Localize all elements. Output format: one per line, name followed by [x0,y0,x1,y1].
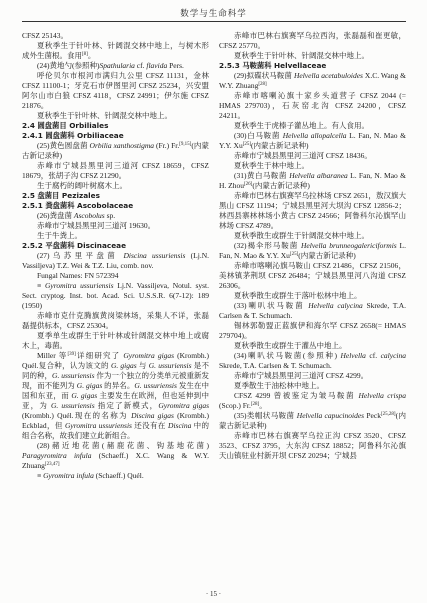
taxon-name: Gyromitra gigas [158,401,209,410]
text-run: 生于牛粪上。 [37,231,82,240]
taxon-name: Orbilia xanthostigma [89,141,155,150]
text-run: (34)喇叭状马鞍菌(参照种) [234,351,341,360]
left-column [22,31,209,587]
paragraph [22,271,209,281]
text-run: 。 [87,51,96,60]
text-run: 夏秋季生于针叶林、针阔混交林中地上。 [234,51,369,60]
paragraph [22,71,209,111]
text-run: 赤峰市宁城县黑里河三道河 CFSZ 18659，CFSZ 18679，张胡子沟 CFSZ 21290。 [22,161,209,180]
text-run: (内蒙古新记录种) [252,181,310,190]
right-column [219,31,406,587]
paragraph [219,391,406,411]
paragraph [219,231,406,241]
section-heading [22,241,209,251]
paragraph [219,171,406,191]
citation: [23,47] [44,462,60,467]
taxon-name: G. ussuriensis [51,401,95,410]
text-run: 。 [259,401,267,410]
citation: [26] [244,182,253,187]
text-run: 的异名。 [102,381,135,390]
text-run: cf. [365,351,381,360]
taxon-name: Helvella calycina [308,301,363,310]
taxon-name: Helvella crispa [358,391,406,400]
text-run: Skrede, T.A. Carlsen & T. Schumach. [219,361,332,370]
text-run: L. Fan, N. Mao & Y.Y. Xu [219,131,406,150]
paragraph [219,161,406,171]
text-run: (35)类帽状马鞍菌 [234,411,297,420]
text-run: (Krombh.) Quél.现在的名称为 [22,411,132,420]
text-run: 夏秋季生于林中地上。 [234,161,309,170]
section-heading [22,121,209,131]
citation: [39] [67,352,76,357]
taxon-name: calycina [380,351,406,360]
citation: [28] [250,402,260,407]
text-run: 夏秋季散生或群生于落叶松林中地上。 [234,291,362,300]
paragraph [22,281,209,311]
text-run: 作为一个独立的分类单元被重新发现，而不能列为 [22,371,209,390]
text-run: (Schaeff.) X.C. Wang & W.Y. Zhuang [22,451,209,470]
text-run: X.C. Wang & W.Y. Zhuang [219,71,406,90]
paragraph [219,381,406,391]
taxon-name: Spathularia [99,61,135,70]
paragraph [22,231,209,241]
text-run: Peck [364,411,381,420]
text-run: 赤峰市宁城县黑里河三道河 CFSZ 4299。 [234,371,369,380]
text-run: ≡ [37,281,45,290]
paragraph [22,61,209,71]
paragraph [22,471,209,481]
text-run: (Fr.) Fr. [154,141,180,150]
taxon-name: Gyromitra gigas [123,351,175,360]
text-run: 赤峰市宁城县黑里河三道河 CFSZ 18436。 [234,151,372,160]
text-run: 赤峰市巴林右旗赛罕乌拉林场 CFSZ 2651，敖汉旗大黑山 CFSZ 11194；宁城县黑里河大坝沟 CFSZ 12856-2；林西县寨林林场小黄古 CFSZ 24566；阿鲁科尔沁旗罕山林场 CFSZ 4789。 [219,191,406,230]
section-heading [22,131,209,141]
text-run: L. Fan, N. Mao & H. Zhou [219,171,406,190]
page-number: · 15 · [205,590,222,598]
text-run: 赤峰市巴林右旗赛罕乌拉西沟，张磊磊和崔更敏，CFSZ 25770。 [219,31,406,50]
text-run: 主要发生在欧洲，但也延伸到中亚，为 [22,391,209,410]
text-run: (Lj.N. Vassiljeva) T.Z. Wei & T.Z. Liu, comb. nov. [22,251,209,270]
text-run: 2.5 盘菌目 Pezizales [22,191,100,200]
text-run: 夏秋季散生或群生于灌丛中地上。 [234,341,347,350]
text-run: (29)拟碟状马鞍菌 [234,71,294,80]
paragraph [219,91,406,121]
running-header: 数学与生命科学 [180,9,247,19]
paragraph [219,131,406,151]
text-run: 赤峰市宁城县黑里河三道河 19630。 [37,221,156,230]
text-run: 2.4 圆盘菌目 Orbiliales [22,121,109,130]
taxon-name: G. gigas [110,361,137,370]
paragraph [22,181,209,191]
text-run: 锡林郭勒盟正蓝旗伊和海尔罕 CFSZ 2658(= HMAS 279704)。 [219,321,406,340]
text-run: (Krombh.) Quél.复合种，认为该文的 [22,351,209,370]
text-run: (Scop.) Fr. [219,401,251,410]
text-run: (内蒙古新记录种) [219,411,406,430]
paragraph [22,331,209,351]
paragraph [219,341,406,351]
text-run: (内蒙古新记录种) [298,251,356,260]
text-run: cf. [134,61,147,70]
text-run: (28)赭近地花菌(赭鹿花菌、钩基地花菌) [37,441,209,450]
citation: [25] [289,252,299,257]
text-run: 夏秋季生于虎榛子灌丛地上。有人食用。 [234,121,369,130]
text-run: Miller 等 [37,351,68,360]
paragraph [22,351,209,441]
text-run: (25)黄色圆盘菌 [37,141,90,150]
text-run: 夏季单生或群生于针叶林或针阔混交林中地上或腐木上，毒菌。 [22,331,209,350]
text-run: (33)喇叭状马鞍菌 [234,301,309,310]
paragraph [22,211,209,221]
paragraph [22,251,209,271]
text-run: (Schaeff.) Quél. [93,471,144,480]
text-run: 赤峰市喀喇沁旗马鞍山 CFSZ 21486，CFSZ 21506，美林镇茅荆坝 CFSZ 26484；宁城县黑里河八沟道 CFSZ 26306。 [219,261,406,290]
text-run: (24)黄地勺(参照种) [37,61,100,70]
text-run: 还没有在 [131,421,169,430]
taxon-name: Helvella [340,351,366,360]
taxon-name: Helvella albaranea [289,171,348,180]
paragraph [219,291,406,301]
text-run: Fungal Names: FN 572394 [37,271,119,280]
text-run: 详细研究了 [75,351,124,360]
text-run: CFSZ 4299 曾被鉴定为皱马鞍菌 [234,391,359,400]
text-run: (内蒙古新记录种) [22,141,209,160]
taxon-name: Helvella allopalcella [282,131,347,140]
text-run: 夏秋季散生或群生于针阔混交林中地上。 [234,231,369,240]
taxon-name: Discina gigas [131,411,174,420]
paragraph [22,441,209,471]
text-run: Pers. [167,61,184,70]
text-run: 夏季散生于油松林中地上。 [234,381,324,390]
taxon-name: flavida [146,61,168,70]
header-rule [22,21,406,22]
taxon-name: Helvella acetabuloides [293,71,363,80]
text-run: 指定了新模式， [94,401,159,410]
text-run: 是不同的种， [22,361,209,380]
text-run: 发生在中国和东亚，而 [22,381,209,400]
text-run: (30)白马鞍菌 [234,131,283,140]
paragraph [219,121,406,131]
paragraph [22,111,209,121]
citation: [25,28] [380,412,396,417]
taxon-name: G. gigas [76,381,103,390]
text-run: 2.4.1 圆盘菌科 Orbiliaceae [22,131,124,140]
section-heading [219,61,406,71]
citation: [25] [242,142,252,147]
text-run: 夏秋季生于针叶林、针阔混交林中地上，与树木形成外生菌根。食用 [22,41,209,60]
text-run: (32)褐伞形马鞍菌 [234,241,301,250]
taxon-name: G. ussuriensis [52,371,95,380]
paragraph [219,321,406,341]
paragraph [22,311,209,331]
text-run: 赤峰市喀喇沁旗十家乡头道营子 CFSZ 2044 (= HMAS 279703)，石灰窑北沟 CFSZ 24200，CFSZ 24211。 [219,91,406,120]
text-run: Skrede, T.A. Carlsen & T. Schumach. [219,301,406,320]
text-run: (31)黄白马鞍菌 [234,171,290,180]
paragraph [219,301,406,321]
text-run: ≡ [37,471,44,480]
paragraph [219,241,406,261]
taxon-name: Paragyromitra infula [22,451,92,460]
section-heading [22,191,209,201]
paragraph [219,191,406,231]
taxon-name: Helvella capucinoides [296,411,365,420]
paragraph [219,351,406,371]
taxon-name: Discina [168,421,192,430]
text-run: 赤峰市克什克腾旗黄岗梁林场，采集人不详，张磊磊提供标本，CFSZ 25304。 [22,311,209,330]
text-run: 与 [136,361,149,370]
text-run: 2.5.2 平盘菌科 Discinaceae [22,241,127,250]
text-run: 呼伦贝尔市根河市满归九公里 CFSZ 11131，金林 CFSZ 11100-1；牙克石市伊图里河 CFSZ 25234，兴安盟阿尔山市白狼 CFSZ 4118，CFSZ 24991；伊尔施 CFSZ 21876。 [22,71,209,110]
text-run: 中的组合名称，故我们建立此新组合。 [22,421,209,440]
taxon-name: G. ussuriensis [134,381,177,390]
text-run: 生于腐朽的阔叶树腐木上。 [37,181,127,190]
taxon-name: Helvella brunneogalericiformis [300,241,397,250]
taxon-name: G. gigas [71,391,98,400]
section-heading [22,201,209,211]
text-run: L. Fan, N. Mao & Y.Y. Xu [219,241,406,260]
paragraph [22,41,209,61]
taxon-name: Discina ussuriensis [123,251,186,260]
paragraph [219,261,406,291]
text-run: (Krombh.) Eckblad，但 [22,411,209,430]
text-run: 2.5.1 粪盘菌科 Ascobolaceae [22,201,134,210]
taxon-name: Gyromitra ussuriensis [64,421,132,430]
taxon-name: Gyromitra infula [43,471,94,480]
text-run: CFSZ 25143。 [22,31,69,40]
paragraph [22,161,209,181]
text-run: sp. [104,211,116,220]
text-run: 夏秋季生于针叶林、针阔混交林中地上。 [37,111,172,120]
taxon-name: G. ussuriensis [148,361,192,370]
paragraph [22,31,209,41]
text-run: Lj.N. Vassiljeva, Notul. syst. Sect. cryptog. Inst. bot. Acad. Sci. U.S.S.R. 6(7-12): 189 (1950) [22,281,209,310]
text-run: 2.5.3 马鞍菌科 Helvellaceae [219,61,327,70]
text-run: (内蒙古新记录种) [251,141,309,150]
citation: [28] [258,82,267,87]
paragraph [219,51,406,61]
paragraph [219,411,406,431]
taxon-name: Gyromitra ussuriensis [45,281,114,290]
text-run: (26)粪盘菌 [37,211,74,220]
paragraph [219,31,406,51]
taxon-name: Ascobolus [73,211,105,220]
text-run: 赤峰市巴林右旗赛罕乌拉正沟 CFSZ 3520、CFSZ 3523、CFSZ 3795，大东沟 CFSZ 18852；阿鲁科尔沁旗天山镇驻业村新开坝 CFSZ 20294；宁城县 [219,431,406,460]
paragraph [219,431,406,461]
text-run: (27)乌苏里平盘菌 [37,251,124,260]
citation: [9,15] [179,142,192,147]
paragraph [22,141,209,161]
paragraph [219,71,406,91]
paragraph [22,221,209,231]
paragraph [219,371,406,381]
paragraph [219,151,406,161]
citation: [8] [82,52,88,57]
